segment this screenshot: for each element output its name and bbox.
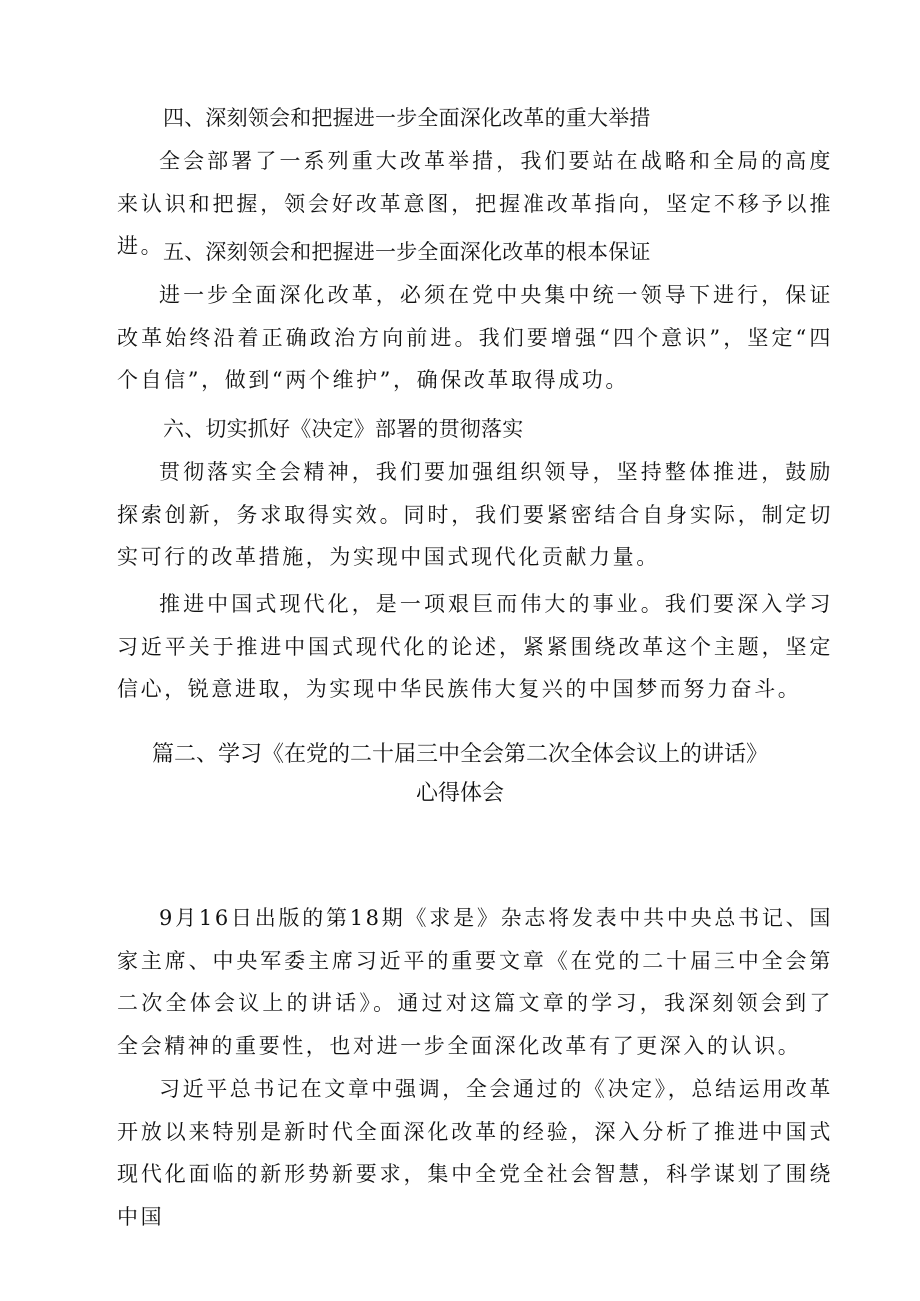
section-body-6: 贯彻落实全会精神，我们要加强组织领导，坚持整体推进，鼓励探索创新，务求取得实效。同时，我们要紧密结合自身实际，制定切实可行的改革措施，为实现中国式现代化贡献力量。 [117,460,833,569]
section-body-4: 全会部署了一系列重大改革举措，我们要站在战略和全局的高度来认识和把握，领会好改革意图，把握准改革指向，坚定不移予以推进。 [117,149,833,258]
article-two-title: 篇二、学习《在党的二十届三中全会第二次全体会议上的讲话》 [151,742,768,767]
article-two-subtitle: 心得体会 [415,781,504,806]
section-heading-4: 四、深刻领会和把握进一步全面深化改革的重大举措 [163,106,651,130]
section-heading-6: 六、切实抓好《决定》部署的贯彻落实 [163,417,524,441]
conclusion-paragraph: 推进中国式现代化，是一项艰巨而伟大的事业。我们要深入学习习近平关于推进中国式现代化的论述，紧紧围绕改革这个主题，坚定信心，锐意进取，为实现中华民族伟大复兴的中国梦而努力奋斗。 [117,592,833,701]
section-body-5: 进一步全面深化改革，必须在党中央集中统一领导下进行，保证改革始终沿着正确政治方向前进。我们要增强“四个意识”，坚定“四个自信”，做到“两个维护”，确保改革取得成功。 [117,283,833,392]
article-two-paragraph-1: 9月16日出版的第18期《求是》杂志将发表中共中央总书记、国家主席、中央军委主席习近平的重要文章《在党的二十届三中全会第二次全体会议上的讲话》。通过对这篇文章的学习，我深刻领会到了全会精神的重要性，也对进一步全面深化改革有了更深入的认识。 [117,906,833,1058]
section-heading-5: 五、深刻领会和把握进一步全面深化改革的根本保证 [163,240,651,264]
article-two-paragraph-2: 习近平总书记在文章中强调，全会通过的《决定》，总结运用改革开放以来特别是新时代全面深化改革的经验，深入分析了推进中国式现代化面临的新形势新要求，集中全党全社会智慧，科学谋划了围绕中国 [117,1077,833,1229]
